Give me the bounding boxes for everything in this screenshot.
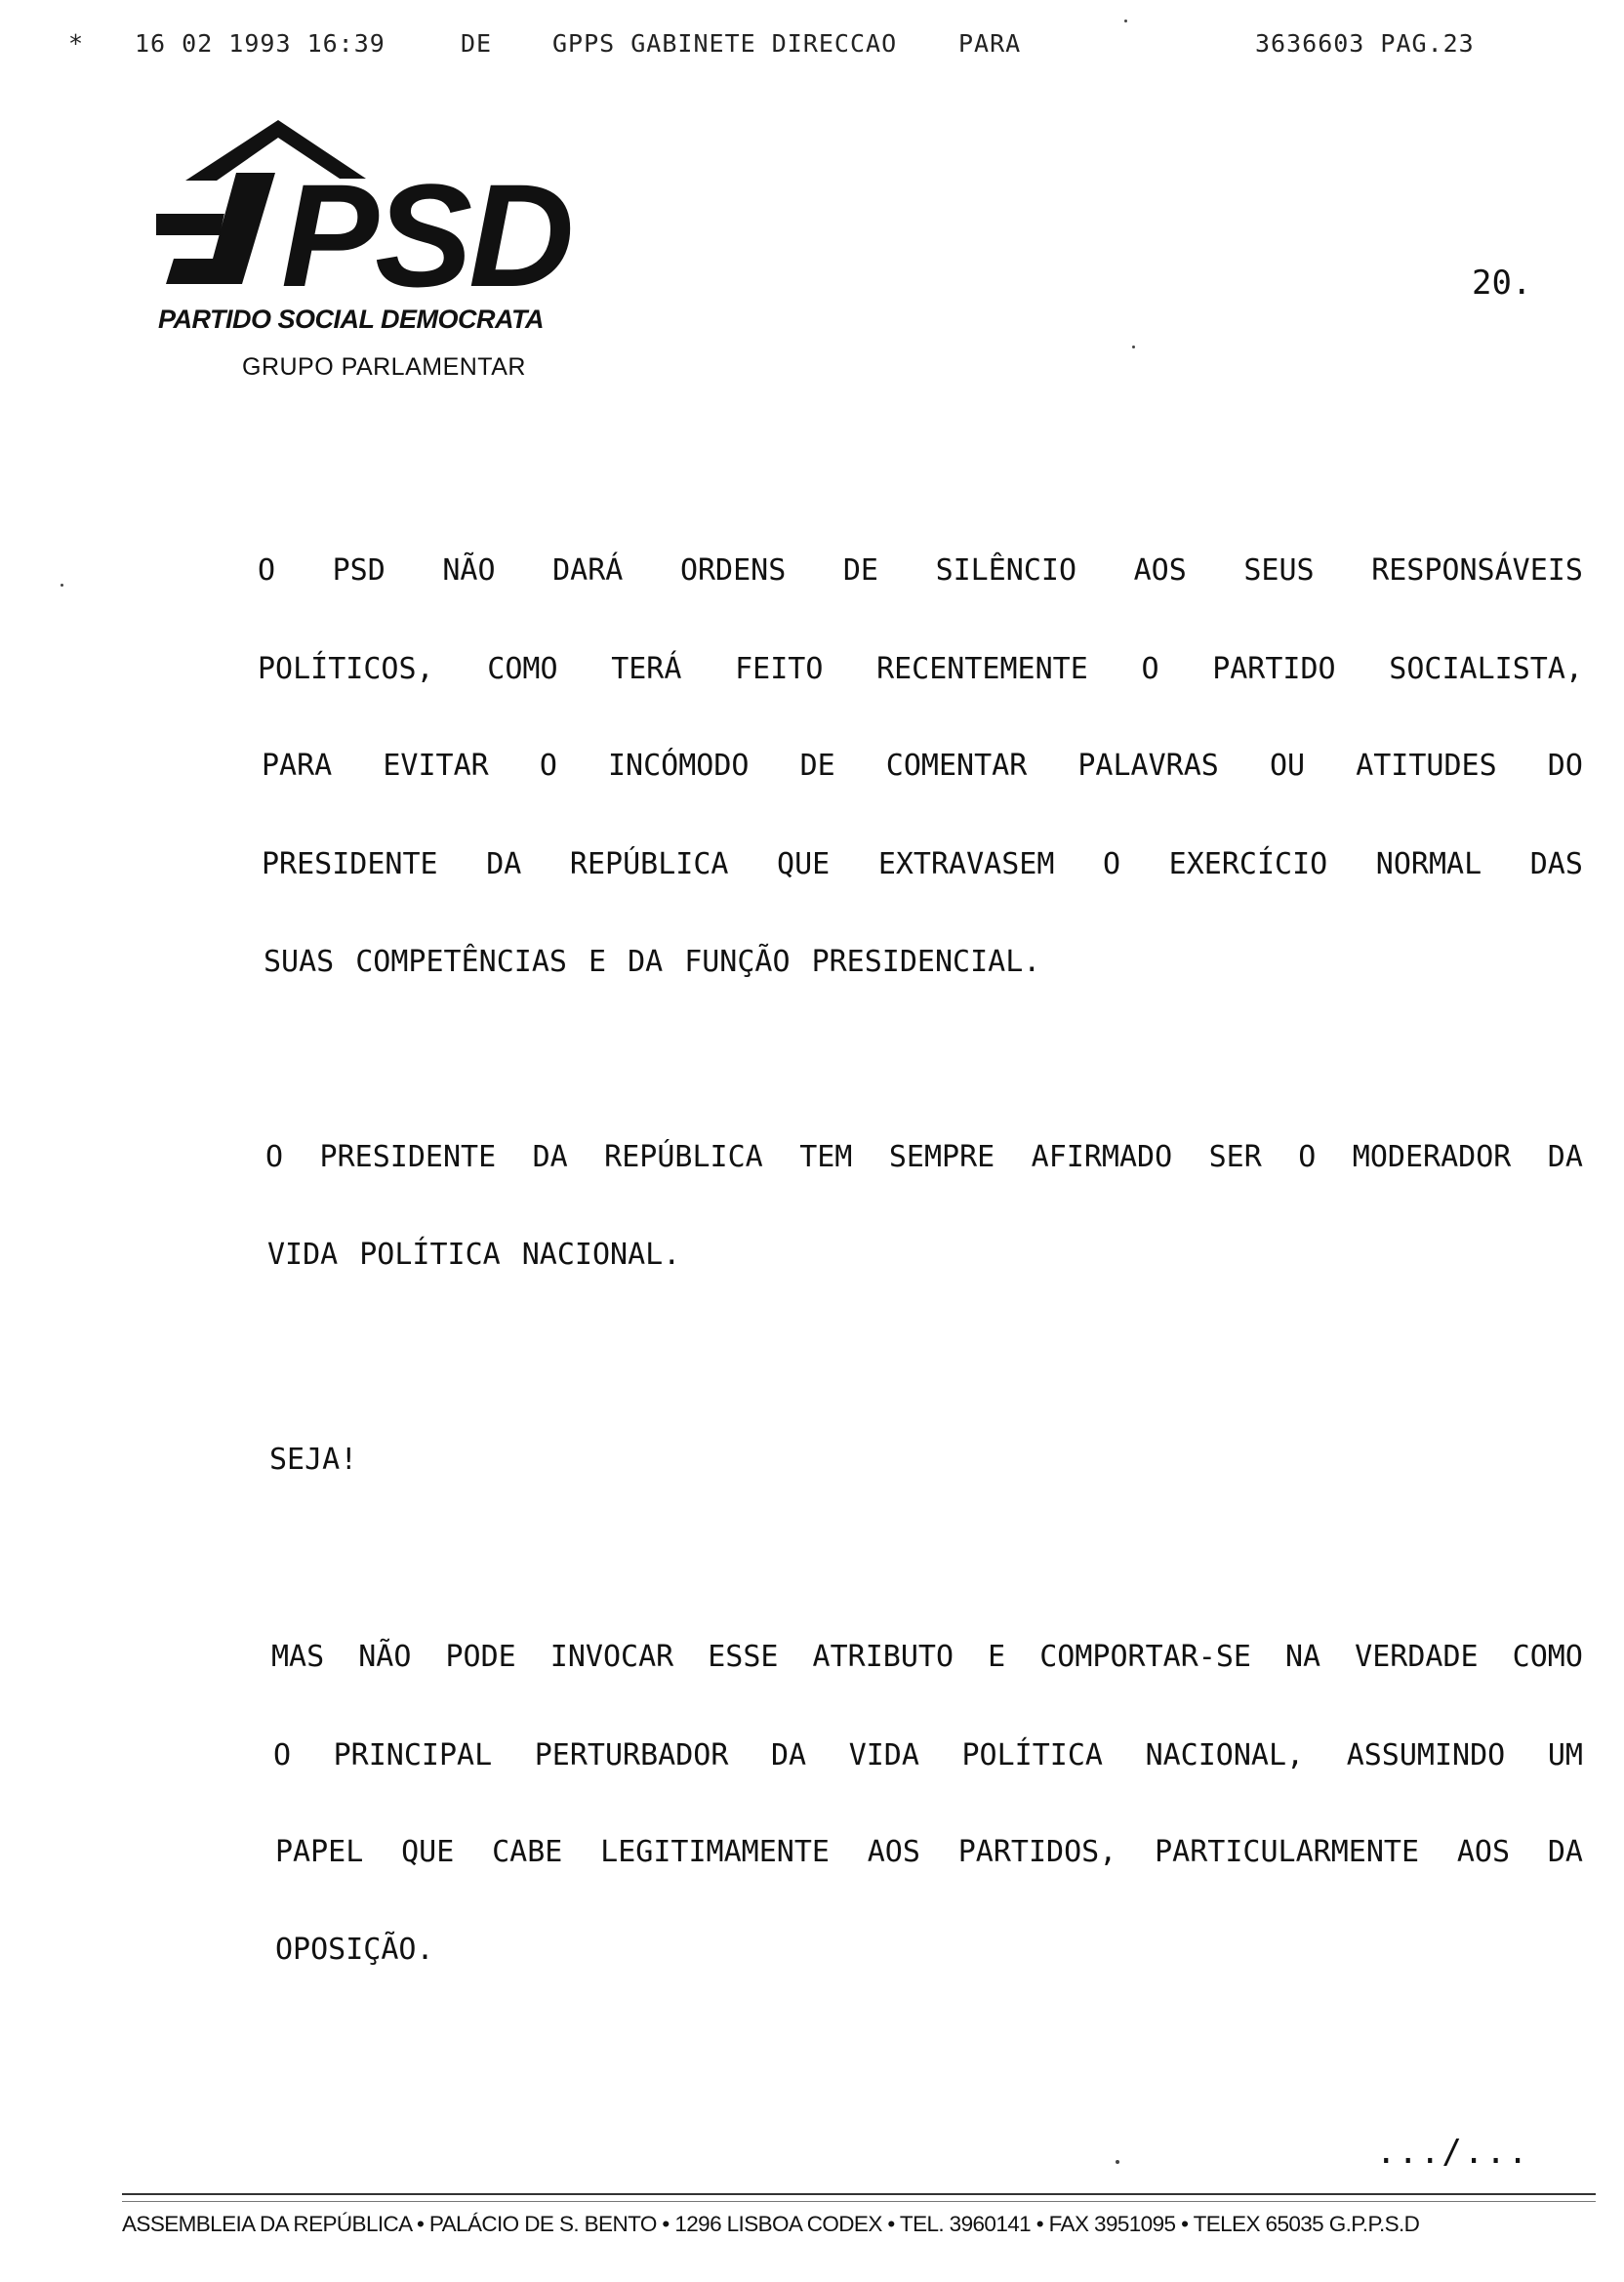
word: PRESIDENTE xyxy=(262,847,438,881)
word: DA xyxy=(486,847,522,881)
paragraph-line xyxy=(275,1933,434,1967)
word: ESSE xyxy=(708,1640,779,1674)
word: DA xyxy=(628,945,664,979)
paragraph-line xyxy=(262,847,1583,881)
word: O xyxy=(1298,1140,1317,1174)
word: DARÁ xyxy=(552,553,624,588)
word: DE xyxy=(799,749,835,783)
word: PALAVRAS xyxy=(1077,749,1219,783)
word: QUE xyxy=(777,847,831,881)
footer-rule-thin xyxy=(122,2201,1596,2202)
word: PARTIDOS, xyxy=(957,1835,1117,1869)
word: NÃO xyxy=(358,1640,412,1674)
parliamentary-group: GRUPO PARLAMENTAR xyxy=(242,353,526,381)
word: MODERADOR xyxy=(1352,1140,1512,1174)
word: EXERCÍCIO xyxy=(1168,847,1328,881)
scan-speck xyxy=(61,584,63,587)
word: AOS xyxy=(867,1835,920,1869)
word: FEITO xyxy=(735,652,824,686)
word: DE xyxy=(842,553,878,588)
word: NACIONAL, xyxy=(1145,1738,1305,1773)
paragraph-line xyxy=(271,1640,1583,1674)
word: AOS xyxy=(1456,1835,1511,1869)
paragraph-line xyxy=(269,1443,357,1477)
word: ASSUMINDO xyxy=(1346,1738,1506,1773)
word: PERTURBADOR xyxy=(534,1738,729,1773)
word: REPÚBLICA xyxy=(604,1140,763,1174)
paragraph-line xyxy=(267,1238,680,1272)
word: DO xyxy=(1547,749,1583,783)
word: TERÁ xyxy=(611,652,682,686)
word: MAS xyxy=(271,1640,325,1674)
word: NACIONAL. xyxy=(521,1238,681,1272)
word: PAPEL xyxy=(275,1835,364,1869)
continuation-mark: .../... xyxy=(1376,2133,1530,2172)
word: INVOCAR xyxy=(549,1640,674,1674)
word: VIDA xyxy=(267,1238,339,1272)
word: SOCIALISTA, xyxy=(1389,652,1583,686)
word: AFIRMADO xyxy=(1031,1140,1173,1174)
fax-sender: GPPS GABINETE DIRECCAO xyxy=(552,29,898,58)
word: PRESIDENTE xyxy=(319,1140,497,1174)
paragraph-line xyxy=(273,1738,1583,1773)
paragraph-line xyxy=(258,553,1583,588)
word: COMENTAR xyxy=(885,749,1028,783)
word: CABE xyxy=(492,1835,563,1869)
word: AOS xyxy=(1133,553,1187,588)
word: O xyxy=(1103,847,1121,881)
party-name: PARTIDO SOCIAL DEMOCRATA xyxy=(158,305,545,334)
word: RESPONSÁVEIS xyxy=(1371,553,1583,588)
word: TEM xyxy=(799,1140,853,1174)
word: NORMAL xyxy=(1375,847,1482,881)
word: SEMPRE xyxy=(888,1140,995,1174)
word: VIDA xyxy=(848,1738,919,1773)
word: PRINCIPAL xyxy=(333,1738,493,1773)
word: EVITAR xyxy=(383,749,489,783)
word: RECENTEMENTE xyxy=(876,652,1088,686)
page-number: 20. xyxy=(1472,264,1532,303)
word: LEGITIMAMENTE xyxy=(600,1835,830,1869)
word: O xyxy=(265,1140,284,1174)
footer-address: ASSEMBLEIA DA REPÚBLICA • PALÁCIO DE S. BENTO • 1296 LISBOA CODEX • TEL. 3960141 • FAX 3951095 • TELEX 65035 G.P.P.S.D xyxy=(122,2212,1420,2236)
paragraph-line xyxy=(258,652,1583,686)
word: DA xyxy=(1547,1140,1583,1174)
word: O xyxy=(258,553,276,588)
psd-logo xyxy=(156,112,644,322)
word: O xyxy=(273,1738,292,1773)
word: UM xyxy=(1547,1738,1583,1773)
word: ORDENS xyxy=(679,553,787,588)
word: POLÍTICOS, xyxy=(258,652,434,686)
word: SEJA! xyxy=(269,1443,358,1477)
word: PARTIDO xyxy=(1212,652,1336,686)
word: EXTRAVASEM xyxy=(877,847,1055,881)
fax-from-label: DE xyxy=(461,29,493,58)
word: INCÓMODO xyxy=(607,749,750,783)
word: POLÍTICA xyxy=(961,1738,1103,1773)
word: SILÊNCIO xyxy=(935,553,1077,588)
word: COMO xyxy=(487,652,558,686)
word: VERDADE xyxy=(1355,1640,1479,1674)
word: DA xyxy=(532,1140,568,1174)
paragraph-line xyxy=(275,1835,1583,1869)
word: QUE xyxy=(401,1835,455,1869)
word: PARA xyxy=(262,749,333,783)
word: PODE xyxy=(445,1640,516,1674)
word: ATRIBUTO xyxy=(812,1640,954,1674)
word: POLÍTICA xyxy=(359,1238,501,1272)
word: O xyxy=(539,749,557,783)
fax-to-label: PARA xyxy=(958,29,1022,58)
word: OU xyxy=(1269,749,1306,783)
word: DA xyxy=(1547,1835,1583,1869)
paragraph-line xyxy=(264,945,1040,979)
word: COMO xyxy=(1512,1640,1583,1674)
footer-rule xyxy=(122,2193,1596,2195)
word: COMPORTAR-SE xyxy=(1039,1640,1251,1674)
fax-number-page: 3636603 PAG.23 xyxy=(1255,29,1475,58)
word: OPOSIÇÃO. xyxy=(275,1933,434,1967)
word: NA xyxy=(1285,1640,1321,1674)
word: REPÚBLICA xyxy=(569,847,729,881)
word: O xyxy=(1141,652,1159,686)
word: SER xyxy=(1208,1140,1262,1174)
scan-speck xyxy=(1116,2160,1119,2164)
fax-datetime: 16 02 1993 16:39 xyxy=(135,29,386,58)
word: DA xyxy=(771,1738,807,1773)
word: SEUS xyxy=(1243,553,1315,588)
logo-arrow-bar xyxy=(156,214,224,235)
fax-marker: * xyxy=(68,29,85,58)
word: COMPETÊNCIAS xyxy=(355,945,567,979)
word: PSD xyxy=(332,553,386,588)
word: FUNÇÃO xyxy=(684,945,791,979)
word: PRESIDENCIAL. xyxy=(811,945,1041,979)
word: ATITUDES xyxy=(1356,749,1497,783)
word: E xyxy=(988,1640,1006,1674)
word: PARTICULARMENTE xyxy=(1155,1835,1420,1869)
word: NÃO xyxy=(442,553,496,588)
logo-text: PSD xyxy=(281,153,571,317)
paragraph-line xyxy=(265,1140,1583,1174)
word: E xyxy=(589,945,607,979)
word: SUAS xyxy=(264,945,335,979)
scan-speck xyxy=(1132,346,1135,348)
paragraph-line xyxy=(262,749,1583,783)
word: DAS xyxy=(1529,847,1583,881)
scan-speck xyxy=(1124,20,1127,22)
